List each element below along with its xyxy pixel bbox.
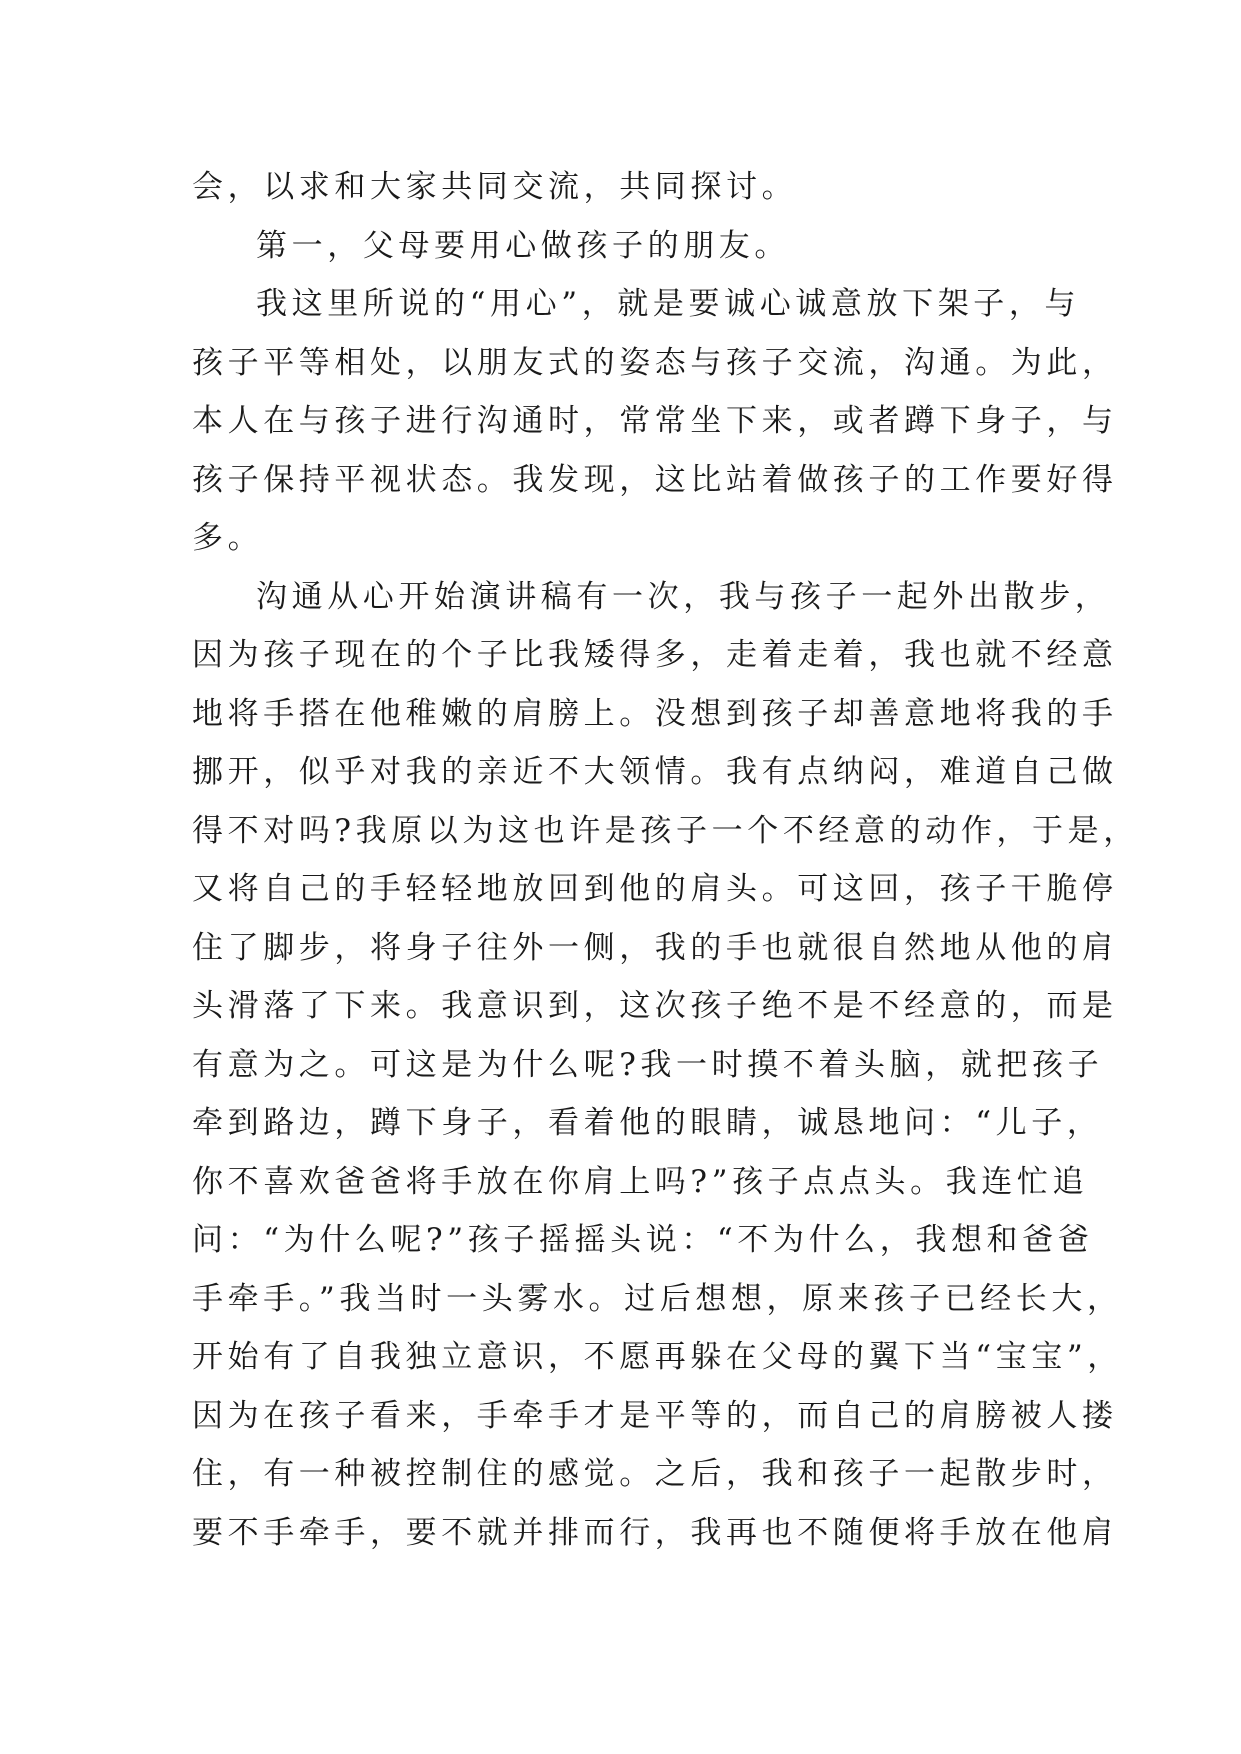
text-line: 有意为之。可这是为什么呢?我一时摸不着头脑，就把孩子 (192, 1046, 1104, 1083)
text-line: 会，以求和大家共同交流，共同探讨。 (192, 169, 798, 205)
text-line: 多。 (192, 520, 264, 556)
text-line: 开始有了自我独立意识，不愿再躲在父母的翼下当“宝宝”， (192, 1339, 1123, 1375)
text-line: 问：“为什么呢?”孩子摇摇头说：“不为什么，我想和爸爸 (192, 1222, 1094, 1258)
text-line: 得不对吗?我原以为这也许是孩子一个不经意的动作，于是， (192, 812, 1139, 849)
text-line: 手牵手。”我当时一头雾水。过后想想，原来孩子已经长大， (192, 1280, 1123, 1317)
text-line: 我这里所说的“用心”，就是要诚心诚意放下架子，与 (256, 286, 1081, 322)
text-line: 第一，父母要用心做孩子的朋友。 (256, 227, 790, 264)
text-line: 沟通从心开始演讲稿有一次，我与孩子一起外出散步， (256, 578, 1111, 615)
document-body (192, 158, 1139, 1562)
text-line: 住，有一种被控制住的感觉。之后，我和孩子一起散步时， (192, 1456, 1118, 1492)
text-line: 又将自己的手轻轻地放回到他的肩头。可这回，孩子干脆停 (192, 871, 1118, 907)
text-line: 地将手搭在他稚嫩的肩膀上。没想到孩子却善意地将我的手 (192, 695, 1118, 732)
text-line: 孩子保持平视状态。我发现，这比站着做孩子的工作要好得 (192, 461, 1118, 498)
text-line: 本人在与孩子进行沟通时，常常坐下来，或者蹲下身子，与 (192, 403, 1118, 439)
text-line: 因为孩子现在的个子比我矮得多，走着走着，我也就不经意 (192, 637, 1118, 673)
text-line: 挪开，似乎对我的亲近不大领情。我有点纳闷，难道自己做 (192, 754, 1118, 790)
text-line: 你不喜欢爸爸将手放在你肩上吗?”孩子点点头。我连忙追 (192, 1163, 1089, 1200)
text-line: 要不手牵手，要不就并排而行，我再也不随便将手放在他肩 (192, 1514, 1118, 1551)
text-line: 因为在孩子看来，手牵手才是平等的，而自己的肩膀被人搂 (192, 1397, 1118, 1434)
text-line: 住了脚步，将身子往外一侧，我的手也就很自然地从他的肩 (192, 929, 1118, 966)
text-line: 牵到路边，蹲下身子，看着他的眼睛，诚恳地问：“儿子， (192, 1105, 1103, 1141)
text-line: 头滑落了下来。我意识到，这次孩子绝不是不经意的，而是 (192, 988, 1118, 1024)
text-line: 孩子平等相处，以朋友式的姿态与孩子交流，沟通。为此， (192, 344, 1118, 381)
